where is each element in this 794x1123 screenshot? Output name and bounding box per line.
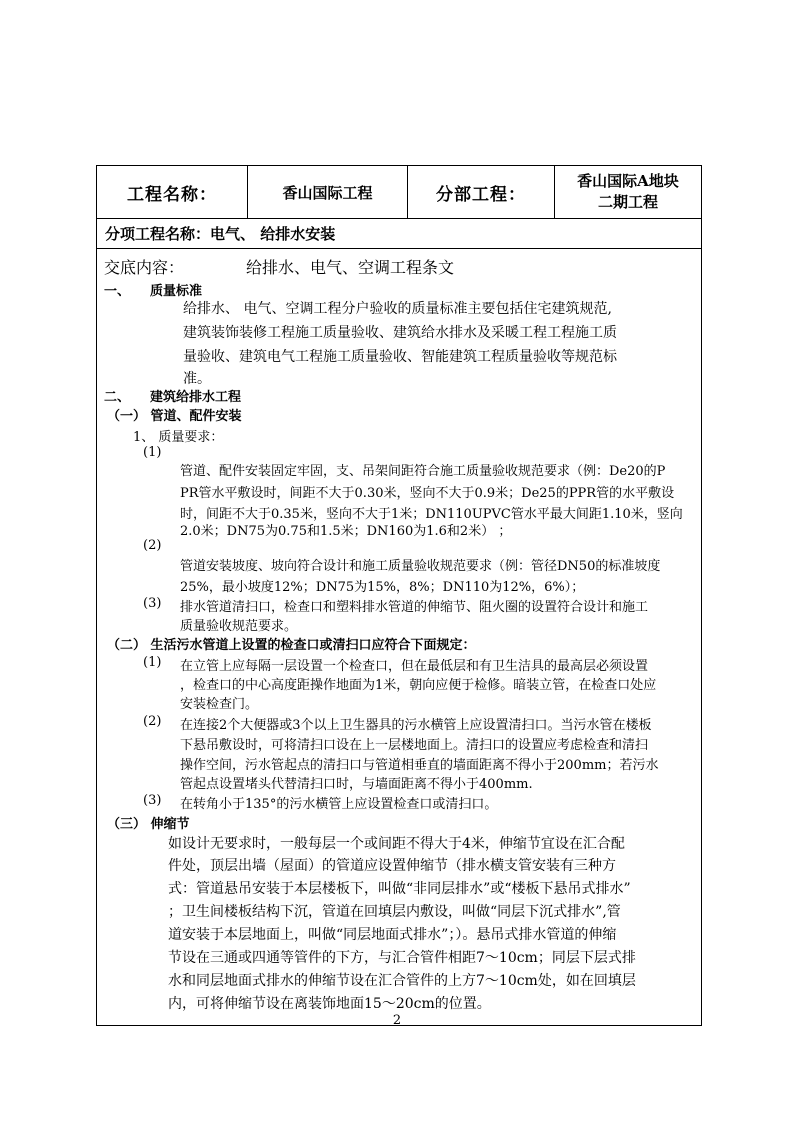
rule-2-line-3: 操作空间，污水管起点的清扫口与管道相垂直的墙面距离不得小于200mm；若污水	[180, 758, 659, 773]
division-line1: 香山国际A地块	[577, 172, 679, 190]
point-1-line-3: 时，间距不大于0.35米，竖向不大于1米；DN110UPVC管水平最大间距1.10米，竖向	[180, 507, 683, 522]
section-1-title: 质量标准	[150, 284, 203, 299]
item-1-heading: 1、 质量要求：	[133, 430, 224, 445]
division-label: 分部工程：	[436, 184, 526, 205]
project-name-cell	[248, 166, 407, 218]
subitem-row	[97, 218, 701, 249]
rule-1-line-1: 在立管上应每隔一层设置一个检查口，但在最低层和有卫生洁具的最高层必须设置	[180, 659, 649, 674]
expansion-line-7: 水和同层地面式排水的伸缩节设在汇合管件的上方7～10cm处，如在回填层	[168, 973, 636, 989]
subitem-label: 分项工程名称：电气、 给排水安装	[105, 225, 336, 243]
section-1-line-3: 量验收、建筑电气工程施工质量验收、智能建筑工程质量验收等规范标	[183, 349, 617, 365]
rule-3-number: (3)	[143, 793, 162, 808]
point-1-line-4: 2.0米；DN75为0.75和1.5米；DN160为1.6和2米） ；	[180, 524, 512, 539]
division-line2: 二期工程	[597, 193, 658, 211]
point-2-number: (2)	[143, 538, 162, 553]
section-1-number: 一、	[104, 284, 131, 299]
point-1-number: (1)	[143, 445, 162, 460]
rule-1-line-2: ，检查口的中心高度距操作地面为1米，朝向应便于检修。暗装立管，在检查口处应	[180, 678, 657, 693]
point-1-line-1: 管道、配件安装固定牢固，支、吊架间距符合施工质量验收规范要求（例：De20的P	[180, 464, 666, 479]
rule-2-number: (2)	[143, 714, 162, 729]
subsection-1-heading: （一） 管道、配件安装	[107, 409, 242, 424]
division-label-cell	[408, 166, 554, 218]
expansion-line-6: 节设在三通或四通等管件的下方，与汇合管件相距7～10cm；同层下层式排	[168, 950, 636, 966]
point-3-line-2: 质量验收规范要求。	[180, 619, 298, 634]
header-row	[97, 166, 701, 219]
point-3-line-1: 排水管道清扫口，检查口和塑料排水管道的伸缩节、阻火圈的设置符合设计和施工	[180, 600, 649, 615]
subsection-2-heading: （二） 生活污水管道上设置的检查口或清扫口应符合下面规定：	[107, 638, 476, 653]
point-1-line-2: PR管水平敷设时，间距不大于0.30米，竖向不大于0.9米；De25的PPR管的水平敷设	[180, 486, 675, 501]
content-label: 交底内容：	[104, 258, 185, 277]
rule-2-line-2: 下悬吊敷设时，可将清扫口设在上一层楼地面上。清扫口的设置应考虑检查和清扫	[180, 738, 649, 753]
rule-1-number: (1)	[143, 655, 162, 670]
section-1-line-2: 建筑装饰装修工程施工质量验收、建筑给水排水及采暖工程工程施工质	[183, 325, 617, 341]
expansion-line-4: ；卫生间楼板结构下沉，管道在回填层内敷设，叫做“同层下沉式排水”,管	[168, 904, 621, 920]
section-1-line-4: 准。	[183, 371, 211, 387]
section-2-number: 二、	[104, 390, 131, 405]
rule-2-line-4: 管起点设置堵头代替清扫口时，与墙面距离不得小于400mm.	[180, 777, 533, 792]
point-2-line-1: 管道安装坡度、坡向符合设计和施工质量验收规范要求（例：管径DN50的标准坡度	[180, 559, 661, 574]
rule-2-line-1: 在连接2个大便器或3个以上卫生器具的污水横管上应设置清扫口。当污水管在楼板	[180, 718, 652, 733]
content-title: 给排水、电气、空调工程条文	[246, 258, 455, 277]
point-2-line-2: 25%，最小坡度12%；DN75为15%，8%；DN110为12%，6%）；	[180, 580, 585, 595]
rule-3-line-1: 在转角小于135°的污水横管上应设置检查口或清扫口。	[180, 797, 498, 812]
expansion-line-1: 如设计无要求时，一般每层一个或间距不得大于4米，伸缩节宜设在汇合配	[168, 836, 625, 852]
division-cell	[555, 166, 701, 218]
section-2-title: 建筑给排水工程	[150, 390, 242, 405]
rule-1-line-3: 安装检查门。	[180, 697, 259, 712]
expansion-line-5: 道安装于本层地面上，叫做“同层地面式排水”；）。悬吊式排水管道的伸缩	[168, 927, 617, 943]
page-number: 2	[392, 1013, 402, 1028]
section-1-line-1: 给排水、 电气、空调工程分户验收的质量标准主要包括住宅建筑规范,	[183, 301, 612, 317]
project-name-label-cell	[97, 166, 247, 218]
project-name: 香山国际工程	[282, 183, 373, 202]
subsection-3-heading: （三） 伸缩节	[107, 817, 190, 832]
expansion-line-2: 件处，顶层出墙（屋面）的管道应设置伸缩节（排水横支管安装有三种方	[168, 858, 616, 874]
expansion-line-3: 式：管道悬吊安装于本层楼板下，叫做“非同层排水”或“楼板下悬吊式排水”	[168, 881, 631, 897]
expansion-line-8: 内，可将伸缩节设在离装饰地面15～20cm的位置。	[168, 996, 491, 1012]
project-name-label: 工程名称：	[127, 184, 217, 205]
point-3-number: (3)	[143, 596, 162, 611]
